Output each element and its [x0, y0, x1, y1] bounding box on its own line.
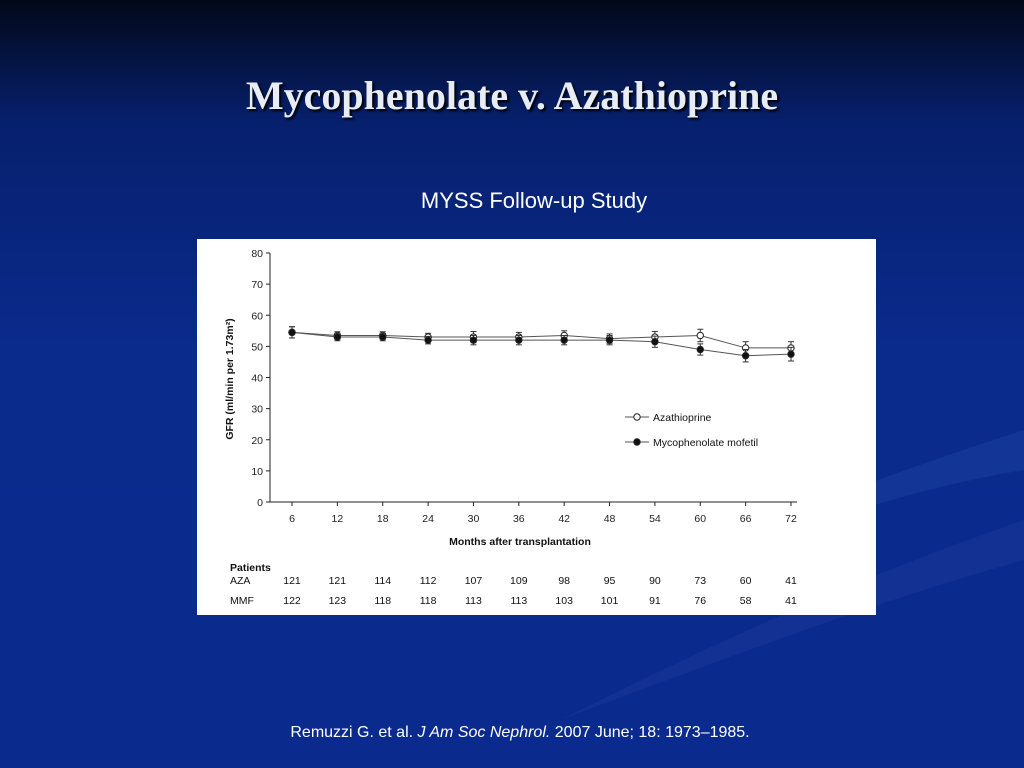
patients-count: 60 — [739, 575, 752, 587]
mmf-point — [334, 334, 340, 340]
patients-count: 121 — [328, 575, 347, 587]
x-tick-label: 24 — [422, 513, 434, 525]
patients-count: 41 — [785, 575, 797, 587]
patients-count: 113 — [510, 595, 528, 607]
patients-table — [230, 575, 797, 607]
x-tick-label: 12 — [331, 513, 344, 525]
patients-count: 91 — [649, 595, 661, 607]
x-tick-label: 42 — [558, 513, 571, 525]
y-tick-label: 80 — [251, 248, 263, 260]
patients-count: 114 — [374, 575, 392, 587]
mmf-point — [788, 351, 794, 357]
patients-count: 121 — [283, 575, 301, 587]
y-tick-label: 30 — [251, 403, 263, 416]
x-tick-label: 48 — [603, 513, 616, 525]
patients-count: 98 — [558, 575, 571, 587]
legend-label: Azathioprine — [653, 412, 712, 424]
mmf-point — [561, 337, 567, 343]
legend-aza-marker — [634, 414, 640, 420]
mmf-point — [516, 337, 522, 343]
patients-count: 109 — [510, 575, 528, 587]
patients-count: 123 — [328, 595, 347, 607]
gfr-line-chart — [197, 239, 876, 615]
chart-series-lines — [292, 332, 791, 355]
y-tick-label: 40 — [251, 372, 263, 385]
y-tick-label: 60 — [251, 310, 263, 323]
x-tick-label: 66 — [739, 513, 752, 525]
patients-count: 58 — [739, 595, 752, 607]
patients-count: 107 — [464, 575, 483, 587]
aza-point — [697, 332, 703, 338]
patients-count: 101 — [600, 595, 619, 607]
patients-count: 41 — [785, 595, 797, 607]
patients-row-label: MMF — [230, 595, 254, 607]
slide-title: Mycophenolate v. Azathioprine — [245, 73, 779, 118]
mmf-point — [652, 339, 658, 345]
y-tick-label: 50 — [251, 341, 263, 354]
patients-row-label: AZA — [230, 575, 251, 587]
patients-count: 113 — [465, 595, 482, 607]
mmf-point — [289, 329, 295, 335]
x-tick-label: 72 — [785, 513, 797, 525]
x-tick-label: 30 — [467, 513, 480, 525]
citation — [0, 724, 1024, 742]
x-tick-label: 36 — [512, 513, 525, 525]
patients-count: 118 — [419, 595, 437, 607]
mmf-point — [697, 346, 703, 352]
chart-subtitle: MYSS Follow-up Study — [420, 188, 648, 213]
patients-count: 76 — [694, 595, 707, 607]
mmf-point — [470, 337, 476, 343]
mmf-point — [380, 334, 386, 340]
x-tick-label: 60 — [694, 513, 707, 525]
citation-details: 2007 June; 18: 1973–1985. — [554, 724, 750, 741]
patients-count: 112 — [419, 575, 437, 587]
chart-axes — [251, 248, 797, 525]
citation-authors: Remuzzi G. et al. — [290, 724, 414, 741]
y-tick-label: 20 — [251, 434, 263, 447]
patients-count: 122 — [283, 595, 301, 607]
mmf-point — [742, 353, 748, 359]
patients-heading: Patients — [230, 562, 271, 574]
citation-journal: J Am Soc Nephrol. — [417, 724, 551, 741]
chart-figure — [197, 239, 876, 615]
y-tick-label: 10 — [251, 465, 263, 478]
chart-series-marks — [289, 327, 794, 362]
x-tick-label: 54 — [649, 513, 661, 525]
legend-label: Mycophenolate mofetil — [653, 437, 759, 449]
patients-count: 73 — [694, 575, 707, 587]
patients-count: 118 — [374, 595, 392, 607]
patients-count: 103 — [555, 595, 573, 607]
x-tick-label: 6 — [289, 513, 295, 525]
y-tick-label: 70 — [251, 279, 263, 292]
y-axis-label: GFR (ml/min per 1.73m²) — [224, 318, 236, 440]
mmf-point — [606, 337, 612, 343]
y-tick-label: 0 — [257, 497, 263, 509]
patients-count: 95 — [603, 575, 616, 587]
x-tick-label: 18 — [376, 513, 389, 525]
mmf-point — [425, 337, 431, 343]
chart-legend — [625, 412, 758, 449]
patients-count: 90 — [649, 575, 661, 587]
legend-mmf-marker — [634, 439, 640, 445]
x-axis-label: Months after transplantation — [449, 536, 591, 548]
